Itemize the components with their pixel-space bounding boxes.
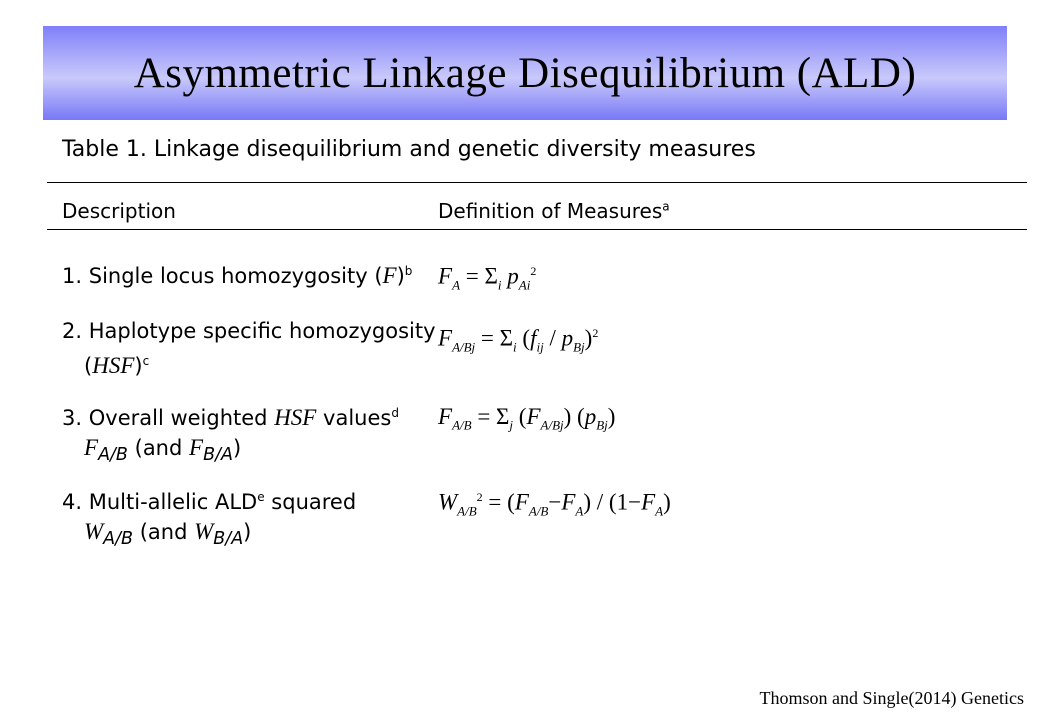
citation: Thomson and Single(2014) Genetics [759,688,1024,708]
table-header-rule [47,229,1027,230]
header-description: Description [62,199,176,223]
title-banner [43,26,1007,120]
table-top-rule [47,182,1027,183]
formula-row-4: $W_{A/B}^2 = (F_{A/B}-F_A) / (1-F_A)$ [438,489,671,519]
table-row: 4. Multi-allelic ALD$^e$ squared $W_{A/B}$ (and $W_{B/A}$) [62,490,357,550]
table-row: 3. Overall weighted HSF values$^d$ $F_{A/B}$ (and $F_{B/A}$) [62,405,399,466]
formula-row-2: $F_{A/Bj} = \Sigma_i$ $(f_{ij} / p_{Bj})^2$ [438,325,599,355]
slide-title: Asymmetric Linkage Disequilibrium (ALD) [133,49,917,97]
header-definition: Definition of Measures$^a$ [438,199,670,223]
formula-row-1: $F_A = \Sigma_i$ $p_{Ai}^2$ [438,263,537,293]
table-row: 1. Single locus homozygosity $(F)^b$ [62,263,413,288]
table-row: 2. Haplotype specific homozygosity (HSF)$^c$ [62,319,436,378]
footnote-a: a [662,199,670,214]
formula-row-3: $F_{A/B} = \Sigma_j$ $(F_{A/Bj})$ $(p_{Bj})$ [438,404,616,433]
table-caption: Table 1. Linkage disequilibrium and genetic diversity measures [62,137,756,162]
